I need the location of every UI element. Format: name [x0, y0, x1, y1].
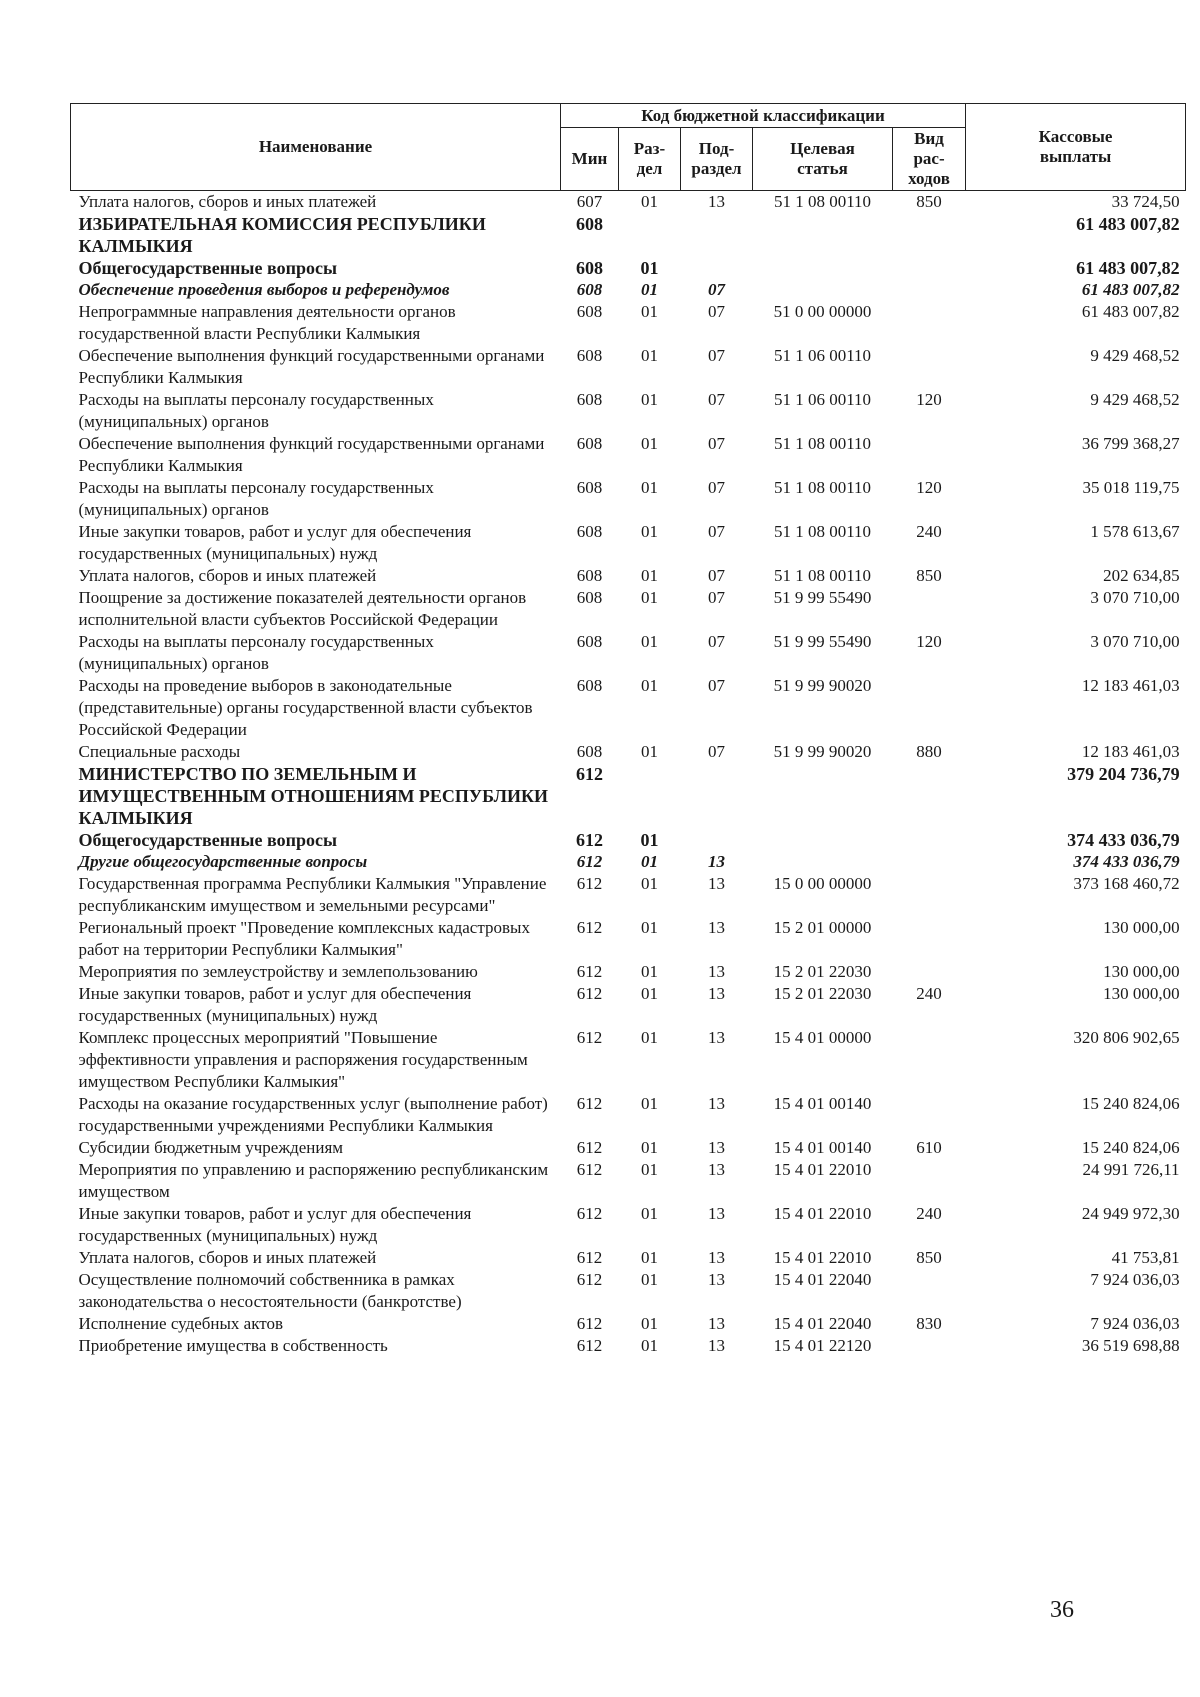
cell-razdel: 01	[641, 1248, 658, 1267]
cell-podrazdel	[681, 257, 753, 279]
cell-razdel: 01	[640, 830, 659, 850]
cell-razdel: 01	[641, 522, 658, 541]
table-row	[71, 587, 1186, 631]
cell-razdel: 01	[640, 258, 659, 278]
cell-min: 612	[576, 764, 603, 784]
cell-name: Общегосударственные вопросы	[78, 830, 337, 850]
table-row	[71, 389, 1186, 433]
table-row	[71, 345, 1186, 389]
table-row	[71, 433, 1186, 477]
cell-vid	[893, 1269, 966, 1313]
cell-razdel: 01	[641, 1138, 658, 1157]
cell-vid	[893, 257, 966, 279]
cell-name: Осуществление полномочий собственника в рамках законодательства о несостоятельности (банкротстве)	[78, 1270, 462, 1311]
cell-vid	[893, 763, 966, 829]
cell-name: Иные закупки товаров, работ и услуг для обеспечения государственных (муниципальных) нужд	[78, 1204, 472, 1245]
cell-vid: 240	[916, 984, 942, 1003]
cell-name: Общегосударственные вопросы	[78, 258, 337, 278]
cell-name: Другие общегосударственные вопросы	[78, 852, 368, 871]
table-row	[71, 851, 1186, 873]
cell-target: 15 2 01 00000	[773, 918, 872, 937]
cell-vid	[893, 675, 966, 741]
cell-amount: 36 799 368,27	[1081, 434, 1180, 453]
cell-min: 608	[576, 214, 603, 234]
cell-razdel	[619, 763, 681, 829]
cell-vid	[893, 1027, 966, 1093]
cell-amount: 61 483 007,82	[1076, 214, 1180, 234]
cell-min: 612	[576, 984, 603, 1003]
cell-razdel: 01	[641, 918, 658, 937]
cell-podrazdel: 13	[708, 1138, 725, 1157]
cell-vid: 240	[916, 1204, 942, 1223]
cell-razdel: 01	[641, 1270, 658, 1289]
cell-name: Уплата налогов, сборов и иных платежей	[78, 192, 377, 211]
cell-vid	[893, 851, 966, 873]
cell-podrazdel: 07	[708, 280, 725, 299]
cell-podrazdel: 07	[708, 742, 725, 761]
cell-vid	[893, 587, 966, 631]
cell-min: 608	[576, 478, 603, 497]
table-row	[71, 1159, 1186, 1203]
cell-razdel: 01	[641, 280, 658, 299]
cell-name: Приобретение имущества в собственность	[78, 1336, 388, 1355]
cell-razdel: 01	[641, 1028, 658, 1047]
cell-amount: 41 753,81	[1111, 1248, 1180, 1267]
cell-name: Поощрение за достижение показателей деятельности органов исполнительной власти субъектов Российской Федерации	[78, 588, 527, 629]
cell-razdel: 01	[641, 1336, 658, 1355]
cell-target: 15 4 01 00140	[773, 1094, 872, 1113]
col-vid-header: Вид рас- ходов	[893, 128, 966, 191]
cell-amount: 3 070 710,00	[1090, 588, 1180, 607]
cell-name: Расходы на выплаты персоналу государственных (муниципальных) органов	[78, 478, 434, 519]
cell-target: 15 0 00 00000	[773, 874, 872, 893]
cell-target: 15 4 01 22010	[773, 1160, 872, 1179]
cell-podrazdel: 07	[708, 676, 725, 695]
cell-vid: 830	[916, 1314, 942, 1333]
cell-name: Мероприятия по землеустройству и землепользованию	[78, 962, 478, 981]
cell-name: Уплата налогов, сборов и иных платежей	[78, 1248, 377, 1267]
cell-razdel: 01	[641, 192, 658, 211]
table-row	[71, 1093, 1186, 1137]
cell-razdel: 01	[641, 962, 658, 981]
cell-vid	[893, 917, 966, 961]
table-row	[71, 763, 1186, 829]
cell-target: 15 4 01 00000	[773, 1028, 872, 1047]
cell-amount: 35 018 119,75	[1082, 478, 1180, 497]
cell-amount: 374 433 036,79	[1067, 830, 1180, 850]
table-row	[71, 873, 1186, 917]
cell-vid: 240	[916, 522, 942, 541]
cell-vid	[893, 829, 966, 851]
cell-vid	[893, 1093, 966, 1137]
cell-min: 607	[576, 192, 603, 211]
cell-min: 608	[576, 390, 603, 409]
cell-min: 612	[576, 1028, 603, 1047]
cell-podrazdel: 07	[708, 390, 725, 409]
cell-podrazdel: 07	[708, 632, 725, 651]
cell-amount: 9 429 468,52	[1090, 346, 1180, 365]
cell-name: Расходы на оказание государственных услуг (выполнение работ) государственными учреждениями Республики Калмыкия	[78, 1094, 548, 1135]
cell-razdel: 01	[641, 390, 658, 409]
table-header	[71, 104, 1186, 191]
cell-razdel: 01	[641, 632, 658, 651]
cell-vid	[893, 301, 966, 345]
cell-amount: 24 991 726,11	[1082, 1160, 1180, 1179]
table-row	[71, 917, 1186, 961]
cell-podrazdel	[681, 763, 753, 829]
cell-amount: 130 000,00	[1103, 962, 1180, 981]
table-row	[71, 961, 1186, 983]
cell-podrazdel: 07	[708, 346, 725, 365]
cell-podrazdel	[681, 213, 753, 257]
cell-name: Расходы на проведение выборов в законодательные (представительные) органы государственной власти субъектов Российской Федерации	[78, 676, 533, 739]
cell-min: 612	[576, 918, 603, 937]
cell-min: 608	[576, 742, 603, 761]
col-podrazdel-header: Под- раздел	[681, 128, 753, 191]
cell-name: Непрограммные направления деятельности органов государственной власти Республики Калмыкия	[78, 302, 456, 343]
cell-podrazdel: 13	[708, 1028, 725, 1047]
cell-vid: 850	[916, 1248, 942, 1267]
table-row	[71, 1335, 1186, 1357]
cell-razdel: 01	[641, 852, 658, 871]
cell-min: 608	[576, 566, 603, 585]
cell-amount: 61 483 007,82	[1081, 280, 1180, 299]
cell-vid: 120	[916, 478, 942, 497]
cell-amount: 130 000,00	[1103, 918, 1180, 937]
cell-target	[753, 213, 893, 257]
cell-razdel: 01	[641, 1314, 658, 1333]
cell-amount: 61 483 007,82	[1076, 258, 1180, 278]
table-row	[71, 1313, 1186, 1335]
table-row	[71, 301, 1186, 345]
cell-podrazdel: 13	[708, 918, 725, 937]
cell-name: Комплекс процессных мероприятий "Повышение эффективности управления и распоряжения государственным имуществом Республики Калмыкия"	[78, 1028, 528, 1091]
col-min-header: Мин	[561, 128, 619, 191]
cell-target: 51 9 99 90020	[773, 676, 872, 695]
cell-vid: 850	[916, 192, 942, 211]
cell-amount: 379 204 736,79	[1067, 764, 1180, 784]
cell-target: 51 1 08 00110	[773, 434, 872, 453]
cell-razdel: 01	[641, 302, 658, 321]
cell-target: 51 1 08 00110	[773, 478, 872, 497]
cell-amount: 36 519 698,88	[1081, 1336, 1180, 1355]
cell-vid	[893, 279, 966, 301]
cell-podrazdel: 13	[708, 1270, 725, 1289]
cell-amount: 202 634,85	[1103, 566, 1180, 585]
cell-amount: 3 070 710,00	[1090, 632, 1180, 651]
cell-vid: 610	[916, 1138, 942, 1157]
table-row	[71, 631, 1186, 675]
table-row	[71, 257, 1186, 279]
cell-amount: 130 000,00	[1103, 984, 1180, 1003]
cell-min: 608	[576, 302, 603, 321]
cell-name: Субсидии бюджетным учреждениям	[78, 1138, 344, 1157]
cell-target: 15 2 01 22030	[773, 962, 872, 981]
cell-min: 608	[576, 346, 603, 365]
cell-min: 608	[576, 434, 603, 453]
cell-min: 608	[576, 280, 603, 299]
cell-name: Обеспечение выполнения функций государственными органами Республики Калмыкия	[78, 434, 545, 475]
cell-target	[753, 851, 893, 873]
cell-min: 608	[576, 676, 603, 695]
cell-podrazdel: 13	[708, 1160, 725, 1179]
cell-amount: 12 183 461,03	[1081, 742, 1180, 761]
cell-target	[753, 257, 893, 279]
cell-amount: 33 724,50	[1111, 192, 1180, 211]
col-amount-header: Кассовые выплаты	[966, 104, 1186, 191]
cell-name: Иные закупки товаров, работ и услуг для обеспечения государственных (муниципальных) нужд	[78, 522, 472, 563]
cell-target: 15 4 01 22040	[773, 1270, 872, 1289]
cell-name: Региональный проект "Проведение комплексных кадастровых работ на территории Республики Калмыкия"	[78, 918, 530, 959]
cell-razdel: 01	[641, 1160, 658, 1179]
cell-name: Расходы на выплаты персоналу государственных (муниципальных) органов	[78, 390, 434, 431]
table-row	[71, 983, 1186, 1027]
cell-target: 15 2 01 22030	[773, 984, 872, 1003]
cell-name: Мероприятия по управлению и распоряжению республиканским имуществом	[78, 1160, 549, 1201]
cell-name: Обеспечение выполнения функций государственными органами Республики Калмыкия	[78, 346, 545, 387]
cell-min: 612	[576, 1138, 603, 1157]
cell-min: 612	[576, 962, 603, 981]
table-row	[71, 1269, 1186, 1313]
table-row	[71, 741, 1186, 763]
cell-vid: 120	[916, 390, 942, 409]
cell-name: Уплата налогов, сборов и иных платежей	[78, 566, 377, 585]
cell-vid	[893, 345, 966, 389]
cell-min: 612	[576, 1270, 603, 1289]
cell-razdel	[619, 213, 681, 257]
cell-podrazdel: 13	[708, 852, 725, 871]
table-row	[71, 213, 1186, 257]
table-row	[71, 521, 1186, 565]
cell-target: 15 4 01 00140	[773, 1138, 872, 1157]
cell-min: 612	[576, 1204, 603, 1223]
cell-name: Расходы на выплаты персоналу государственных (муниципальных) органов	[78, 632, 434, 673]
cell-razdel: 01	[641, 1204, 658, 1223]
table-row	[71, 1203, 1186, 1247]
cell-amount: 24 949 972,30	[1081, 1204, 1180, 1223]
cell-name: Государственная программа Республики Калмыкия "Управление республиканским имуществом и земельными ресурсами"	[78, 874, 547, 915]
cell-target: 51 1 08 00110	[773, 566, 872, 585]
cell-podrazdel: 07	[708, 302, 725, 321]
cell-vid	[893, 873, 966, 917]
cell-podrazdel: 13	[708, 1336, 725, 1355]
cell-name: Специальные расходы	[78, 742, 241, 761]
cell-name: Исполнение судебных актов	[78, 1314, 283, 1333]
cell-amount: 7 924 036,03	[1090, 1314, 1180, 1333]
table-row	[71, 191, 1186, 214]
cell-amount: 1 578 613,67	[1090, 522, 1180, 541]
cell-podrazdel: 13	[708, 984, 725, 1003]
cell-name: Обеспечение проведения выборов и референдумов	[78, 280, 450, 299]
cell-vid	[893, 1159, 966, 1203]
table-row	[71, 279, 1186, 301]
cell-target: 15 4 01 22010	[773, 1204, 872, 1223]
cell-min: 608	[576, 258, 603, 278]
cell-razdel: 01	[641, 742, 658, 761]
cell-target: 15 4 01 22010	[773, 1248, 872, 1267]
cell-amount: 320 806 902,65	[1073, 1028, 1180, 1047]
cell-target: 51 9 99 55490	[773, 632, 872, 651]
cell-vid: 880	[916, 742, 942, 761]
cell-razdel: 01	[641, 478, 658, 497]
cell-razdel: 01	[641, 874, 658, 893]
cell-target	[753, 829, 893, 851]
cell-target: 51 0 00 00000	[773, 302, 872, 321]
cell-target: 51 1 08 00110	[773, 192, 872, 211]
cell-podrazdel: 07	[708, 478, 725, 497]
cell-amount: 373 168 460,72	[1073, 874, 1180, 893]
cell-razdel: 01	[641, 984, 658, 1003]
table-row	[71, 829, 1186, 851]
cell-razdel: 01	[641, 676, 658, 695]
col-razdel-header: Раз- дел	[619, 128, 681, 191]
cell-podrazdel: 07	[708, 434, 725, 453]
table-row	[71, 675, 1186, 741]
cell-razdel: 01	[641, 1094, 658, 1113]
col-name-header: Наименование	[71, 104, 561, 191]
table-row	[71, 477, 1186, 521]
cell-target	[753, 763, 893, 829]
cell-vid: 120	[916, 632, 942, 651]
code-group-header: Код бюджетной классификации	[561, 104, 966, 128]
cell-min: 612	[576, 1336, 603, 1355]
col-target-header: Целевая статья	[753, 128, 893, 191]
cell-min: 612	[576, 1248, 603, 1267]
cell-podrazdel: 13	[708, 1314, 725, 1333]
cell-target	[753, 279, 893, 301]
cell-amount: 374 433 036,79	[1073, 852, 1180, 871]
cell-min: 612	[576, 1314, 603, 1333]
cell-podrazdel: 13	[708, 1094, 725, 1113]
cell-target: 51 1 06 00110	[773, 346, 872, 365]
cell-amount: 9 429 468,52	[1090, 390, 1180, 409]
cell-amount: 61 483 007,82	[1081, 302, 1180, 321]
cell-razdel: 01	[641, 346, 658, 365]
cell-razdel: 01	[641, 566, 658, 585]
cell-target: 51 9 99 90020	[773, 742, 872, 761]
cell-vid	[893, 213, 966, 257]
cell-amount: 7 924 036,03	[1090, 1270, 1180, 1289]
cell-min: 608	[576, 632, 603, 651]
table-row	[71, 565, 1186, 587]
cell-podrazdel: 13	[708, 962, 725, 981]
cell-name: Иные закупки товаров, работ и услуг для обеспечения государственных (муниципальных) нужд	[78, 984, 472, 1025]
cell-podrazdel: 07	[708, 588, 725, 607]
cell-amount: 15 240 824,06	[1081, 1138, 1180, 1157]
cell-name: МИНИСТЕРСТВО ПО ЗЕМЕЛЬНЫМ И ИМУЩЕСТВЕННЫМ ОТНОШЕНИЯМ РЕСПУБЛИКИ КАЛМЫКИЯ	[78, 764, 549, 828]
cell-target: 15 4 01 22120	[773, 1336, 872, 1355]
cell-name: ИЗБИРАТЕЛЬНАЯ КОМИССИЯ РЕСПУБЛИКИ КАЛМЫКИЯ	[78, 214, 486, 256]
cell-min: 612	[576, 874, 603, 893]
cell-min: 612	[576, 1094, 603, 1113]
table-row	[71, 1027, 1186, 1093]
cell-razdel: 01	[641, 434, 658, 453]
cell-podrazdel: 07	[708, 566, 725, 585]
cell-min: 608	[576, 522, 603, 541]
cell-min: 612	[576, 1160, 603, 1179]
page-number: 36	[1050, 1597, 1074, 1623]
cell-razdel: 01	[641, 588, 658, 607]
cell-vid: 850	[916, 566, 942, 585]
table-row	[71, 1137, 1186, 1159]
cell-amount: 15 240 824,06	[1081, 1094, 1180, 1113]
cell-vid	[893, 1335, 966, 1357]
cell-podrazdel	[681, 829, 753, 851]
cell-min: 612	[576, 830, 603, 850]
table-row	[71, 1247, 1186, 1269]
cell-podrazdel: 13	[708, 874, 725, 893]
cell-vid	[893, 961, 966, 983]
cell-min: 612	[576, 852, 603, 871]
cell-amount: 12 183 461,03	[1081, 676, 1180, 695]
cell-target: 51 1 06 00110	[773, 390, 872, 409]
cell-target: 15 4 01 22040	[773, 1314, 872, 1333]
cell-target: 51 1 08 00110	[773, 522, 872, 541]
cell-podrazdel: 13	[708, 192, 725, 211]
cell-podrazdel: 13	[708, 1204, 725, 1223]
cell-podrazdel: 07	[708, 522, 725, 541]
cell-min: 608	[576, 588, 603, 607]
table-body	[71, 191, 1186, 1358]
cell-vid	[893, 433, 966, 477]
cell-target: 51 9 99 55490	[773, 588, 872, 607]
cell-podrazdel: 13	[708, 1248, 725, 1267]
budget-table	[70, 103, 1186, 1357]
